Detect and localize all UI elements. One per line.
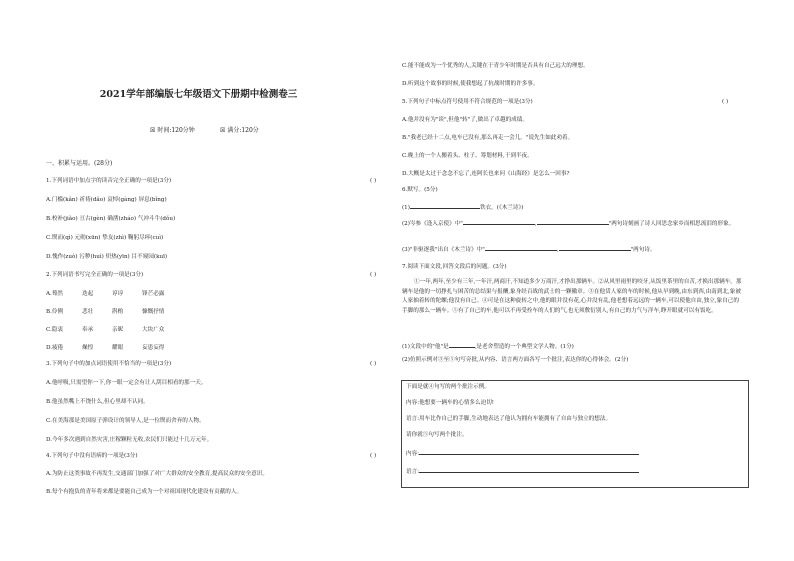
box-line-3: 语言:用车比作自己的手脚,生动地表达了他认为拥有车能拥有了自由与独立的想法。 xyxy=(406,416,612,422)
q6-blank-3a[interactable] xyxy=(485,244,557,251)
box-line-4: 请你就⑤句写两个批注。 xyxy=(406,432,468,438)
q7-blank-1[interactable] xyxy=(449,341,475,348)
box-line-6: 语言: xyxy=(406,466,639,476)
q2-row-b: B.伶俐 悲壮 斟酌 慷慨抒情 xyxy=(46,309,165,315)
q1-option-b: B.校补(jiǎo) 亘古(gèn) 确凿(zháo) 气冲斗牛(dǒu) xyxy=(46,216,176,222)
q5-option-d: D.大概是太过于念念不忘了,连阿长也来问《山海经》是怎么一回事? xyxy=(402,171,570,177)
q6-blank-3b[interactable] xyxy=(559,244,631,251)
time-label xyxy=(150,125,195,134)
q2-row-d: D.疲倦 燥惶 耀眼 妄患妄得 xyxy=(46,345,165,351)
q6-blank-2b[interactable] xyxy=(537,218,609,225)
page-title: 2021学年部编版七年级语文下册期中检测卷三 xyxy=(99,89,298,100)
q6-line-2: (2)岑参《逢入京使》中" , "两句诗刻画了诗人回思念家乡而相思流泪的形象。 xyxy=(402,218,734,228)
q6-blank-2a[interactable] xyxy=(463,218,535,225)
section-heading: 一、积累与运用。(28分) xyxy=(46,160,113,167)
q1-answer-paren[interactable]: ( ) xyxy=(370,178,377,184)
q5-stem: 5.下列句子中标点符号使用不符合规范的一项是(3分) xyxy=(402,99,533,105)
q4-option-d: D.听到这个故事的时候,使我想起了抗战时期的许多事。 xyxy=(402,81,539,87)
q5-option-c: C.晚上的一个人搬着头、柱子、筹划材料,干到半夜。 xyxy=(402,153,533,159)
q7-sub2: (2)仿照示例对③至⑤句写旁批,从内容、语言两方面各写一个批注,表达你的心得体会。(2分) xyxy=(402,357,629,363)
q2-row-c: C.隐衷 奉承 亲昵 大块广众 xyxy=(46,327,165,333)
q3-option-b: B.他虽然嘴上不饶什么,但心里却不认同。 xyxy=(46,399,149,405)
score-label xyxy=(220,125,259,134)
q4-answer-paren[interactable]: ( ) xyxy=(370,453,377,459)
q7-stem: 7.阅读下面文段,回答文段后的问题。(3分) xyxy=(402,264,507,270)
q4-stem: 4.下列句子中没有语病的一项是(3分) xyxy=(46,453,138,459)
q3-answer-paren[interactable]: ( ) xyxy=(370,361,377,367)
q6-blank-1[interactable] xyxy=(410,202,480,209)
score-text: 满分:120分 xyxy=(227,127,259,134)
q2-answer-paren[interactable]: ( ) xyxy=(370,272,377,278)
score-icon: ☒ xyxy=(220,127,226,134)
annotation-box xyxy=(401,380,749,488)
box-language-blank[interactable] xyxy=(419,466,639,473)
q3-option-a: A.他呼吸,只需望你一下,你一眼一定会有让人刮目相看的那一天。 xyxy=(46,380,207,386)
q5-option-b: B."我老已经十二点,电车已没有,那么再走一会儿。"说先生如此劝着。 xyxy=(402,135,574,141)
q5-answer-paren[interactable]: ( ) xyxy=(722,99,729,105)
clock-icon: ☒ xyxy=(150,127,156,134)
q4-option-b: B.每个有抱负的青年将来都是要能自己成为一个对祖国现代化建设有贡献的人。 xyxy=(46,489,243,495)
q3-stem: 3.下列句子中的加点词语使用不恰当的一项是(3分) xyxy=(46,361,172,367)
box-line-2: 内容:他想要一辆车的心情多么迫切! xyxy=(406,400,495,406)
q1-option-c: C.锲而(qì) 元勋(xūn) 挚友(zhì) 鞠躬尽瘁(cuì) xyxy=(46,235,164,241)
q2-row-a: A.蓦然 迭起 谆谆 锋芒必露 xyxy=(46,291,165,297)
box-content-blank[interactable] xyxy=(419,448,639,455)
q1-stem: 1.下列词语中加点字的读音完全正确的一项是(3分) xyxy=(46,178,172,184)
q3-option-d: D.今年多次遇到自然灾害,庄稼颗粒无收,农民们只能过十几万元年。 xyxy=(46,437,213,443)
time-text: 时间:120分钟 xyxy=(157,127,195,134)
q5-option-a: A.他并没有为"谈",但他"转"了,做出了卓越的成绩。 xyxy=(402,117,528,123)
q3-option-c: C.在美海那是美国原子弹设计的领导人,是一位锲而舍弃的人物。 xyxy=(46,418,205,424)
q6-line-1: (1) 铁衣。(《木兰诗》) xyxy=(402,202,523,212)
q4-option-a: A.为防止这类事故不再发生,交通部门加强了对广大群众的安全教育,提高民众的安全意识。 xyxy=(46,471,268,477)
q6-line-3: (3)"非驱逐我"出自《木兰诗》中" , "两句诗。 xyxy=(402,244,656,254)
box-line-5: 内容: xyxy=(406,448,639,458)
q2-stem: 2.下列词语书写完全正确的一项是(3分) xyxy=(46,272,144,278)
q6-stem: 6.默写。(5分) xyxy=(402,187,438,193)
q4-option-c: C.能不能成为一个优秀的人,关键在于青少年时期是否具有自己远大的理想。 xyxy=(402,63,589,69)
q1-option-d: D.愧作(zuò) 污秽(huì) 炽热(yīn) 目不窥园(kuī) xyxy=(46,254,168,260)
box-line-1: 下面是就④句写的两个批注示例。 xyxy=(406,384,490,390)
q7-sub1: (1)文段中的"他"是 ,是老舍塑造的一个典型文学人物。(1分) xyxy=(402,341,574,351)
q1-option-a: A.门槛(kǎn) 祈祷(dǎo) 哀悼(gàng) 屏息(bǐng) xyxy=(46,197,167,203)
q7-passage: ①一年,两年,至少有三年,一年汗,两商汗,不知道多少万商汗,才挣出那辆车。②从风里雨里的咬牙,从饭里茶里的自苦,才换出那辆车。那辆车是他的一切挣扎与困苦的总结果与报酬,象身经百战的武士的一颗徽章。③在他赁人家的车的时候,他从早到晚,由东到西,由南到北,象被人家抽着转的陀螺;他没有自己。④可是在这种旋转之中,他的眼并没有花,心并没有乱,他老想着远远的一辆车,可以使他自由,独立,象自己的手脚的那么一辆车。⑤有了自己的车,他可以不再受拴车的人们的气,也无须敷衍别人,有自己的力气与洋车,睁开眼就可以有饭吃。 xyxy=(402,279,742,314)
